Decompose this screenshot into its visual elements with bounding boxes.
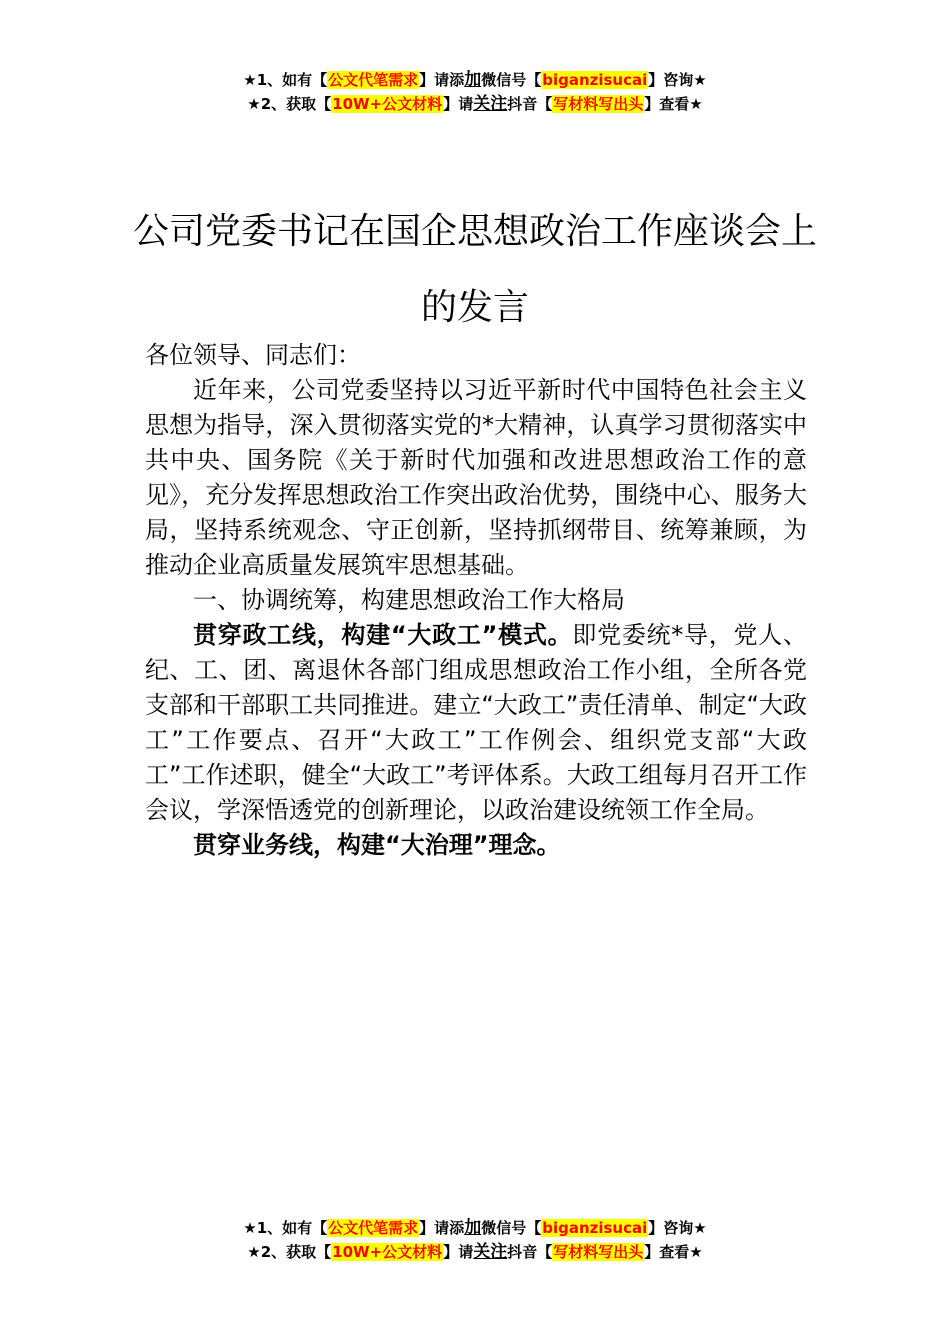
highlight-douyin-id: 写材料写出头 [553, 1243, 644, 1261]
document-body [145, 338, 807, 863]
banner-line-2: ★2、获取【10W+公文材料】请关注抖音【写材料写出头】查看★ [247, 94, 703, 114]
banner-line-1: ★1、如有【公文代笔需求】请添加微信号【biganzisucai】咨询★ [243, 70, 707, 90]
paragraph-business-line: 贯穿业务线，构建“大治理”理念。 [193, 831, 561, 859]
highlight-materials: 10W+公文材料 [332, 1243, 443, 1261]
highlight-materials: 10W+公文材料 [332, 95, 443, 113]
header-banner [0, 68, 950, 116]
highlight-service: 公文代笔需求 [328, 1219, 419, 1237]
document-title: 公司党委书记在国企思想政治工作座谈会上的发言 [132, 211, 817, 329]
highlight-service: 公文代笔需求 [328, 71, 419, 89]
highlight-douyin-id: 写材料写出头 [553, 95, 644, 113]
paragraph-intro: 近年来，公司党委坚持以习近平新时代中国特色社会主义思想为指导，深入贯彻落实党的*大精神，认真学习贯彻落实中共中央、国务院《关于新时代加强和改进思想政治工作的意见》，充分发挥思想政治工作突出政治优势，围绕中心、服务大局，坚持系统观念、守正创新，坚持抓纲带目、统筹兼顾，为推动企业高质量发展筑牢思想基础。 [145, 376, 807, 579]
footer-banner [0, 1216, 950, 1264]
paragraph-political-work: 贯穿政工线，构建“大政工”模式。即党委统*导，党人、纪、工、团、离退休各部门组成思想政治工作小组，全所各党支部和干部职工共同推进。建立“大政工”责任清单、制定“大政工”工作要点、召开“大政工”工作例会、组织党支部“大政工”工作述职，健全“大政工”考评体系。大政工组每月召开工作会议，学深悟透党的创新理论，以政治建设统领工作全局。 [145, 621, 808, 824]
banner-line-2: ★2、获取【10W+公文材料】请关注抖音【写材料写出头】查看★ [247, 1242, 703, 1262]
paragraph-lead: 贯穿政工线，构建“大政工”模式。 [193, 621, 573, 649]
salutation: 各位领导、同志们： [145, 341, 361, 369]
section-heading-1: 一、协调统筹，构建思想政治工作大格局 [193, 586, 625, 614]
highlight-wechat-id: biganzisucai [542, 71, 648, 89]
highlight-wechat-id: biganzisucai [542, 1219, 648, 1237]
banner-line-1: ★1、如有【公文代笔需求】请添加微信号【biganzisucai】咨询★ [243, 1218, 707, 1238]
